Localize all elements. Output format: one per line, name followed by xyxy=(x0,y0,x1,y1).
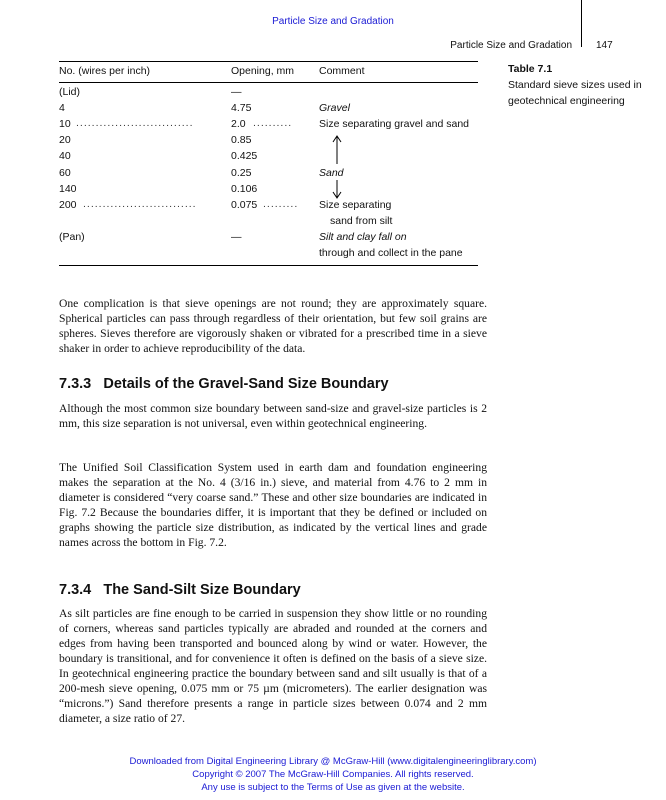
footer-copyright: Copyright © 2007 The McGraw-Hill Companies. All rights reserved. xyxy=(192,769,474,780)
table-cell: 140 xyxy=(59,183,77,195)
table-cell: 200 xyxy=(59,199,77,211)
paragraph: The Unified Soil Classification System used in earth dam and foundation engineering makes the separation at the No. 4 (3/16 in.) sieve, and material from 4.76 to 2 mm in diameter is considered “very coarse sand.” These and other size boundaries are indicated in Fig. 7.2 Because the boundaries differ, it is important that they be defined or included on graphs showing the particle size distribution, as indicated by the vertical lines and grade names across the bottom in Fig. 7.2. xyxy=(59,461,487,549)
table-cell: 0.85 xyxy=(231,134,252,146)
table-cell: (Pan) xyxy=(59,231,85,243)
section-heading xyxy=(59,582,301,598)
table-cell: 0.25 xyxy=(231,167,252,179)
table-cell: Size separating xyxy=(319,199,392,211)
header-divider xyxy=(581,0,582,47)
section-title: Details of the Gravel-Sand Size Boundary xyxy=(103,376,389,392)
col-header-comment: Comment xyxy=(319,65,365,77)
table-cell: 10 xyxy=(59,118,71,130)
section-heading xyxy=(59,376,389,392)
table-bottom-rule xyxy=(59,265,478,266)
col-header-opening: Opening, mm xyxy=(231,65,295,77)
col-header-no: No. (wires per inch) xyxy=(59,65,151,77)
footer-download-link[interactable]: Downloaded from Digital Engineering Library @ McGraw-Hill (www.digitalengineeringlibrary.com) xyxy=(129,756,537,767)
table-cell: 2.0 xyxy=(231,118,246,130)
table-cell: 20 xyxy=(59,134,71,146)
dot-leader: ......... xyxy=(263,198,299,210)
paragraph: As silt particles are fine enough to be carried in suspension they show little or no rounding of corners, whereas sand particles typically are abraded and rounded at the corners and edges from having been transported and bounced along by wind or water. However, the boundary is transitional, and for convenience it often is defined on the basis of a sieve size. In geotechnical engineering practice the boundary between sand and silt usually is that of a 200-mesh sieve opening, 0.075 mm or 75 µm (micrometers). The earlier designation was “microns.”) Sand therefore presents a range in particle sizes between 0.074 and 2 mm diameter, a size ratio of 27. xyxy=(59,607,487,725)
top-link[interactable]: Particle Size and Gradation xyxy=(272,16,394,27)
section-number: 7.3.3 xyxy=(59,376,92,392)
table-cell: Size separating gravel and sand xyxy=(319,118,470,130)
table-caption-text: Standard sieve sizes used in geotechnical engineering xyxy=(508,79,642,107)
down-arrow-icon xyxy=(332,179,342,199)
table-cell: 60 xyxy=(59,167,71,179)
dot-leader: .......... xyxy=(253,117,293,129)
page-number: 147 xyxy=(596,40,613,51)
section-number: 7.3.4 xyxy=(59,582,92,598)
table-cell: 4 xyxy=(59,102,65,114)
section-title: The Sand-Silt Size Boundary xyxy=(103,582,301,598)
paragraph: One complication is that sieve openings are not round; they are approximately square. Spherical particles can pass through regardless of their orientation, but few soil grains are spheres. Sieves therefore are vigorously shaken or vibrated for a prescribed time in a sieve shaker in order to achieve reproducibility of the data. xyxy=(59,297,487,355)
table-cell: 4.75 xyxy=(231,102,252,114)
dot-leader: ............................. xyxy=(83,198,197,210)
footer-terms-link[interactable]: Any use is subject to the Terms of Use as given at the website. xyxy=(201,782,465,793)
running-head: Particle Size and Gradation xyxy=(450,40,572,51)
table-cell: — xyxy=(231,231,242,243)
paragraph: Although the most common size boundary between sand-size and gravel-size particles is 2 mm, this size separation is not universal, even within geotechnical engineering. xyxy=(59,402,487,430)
table-header xyxy=(59,61,478,83)
table-cell: Silt and clay fall on xyxy=(319,231,407,243)
up-arrow-icon xyxy=(332,135,342,165)
table-caption-label: Table 7.1 xyxy=(508,63,553,75)
table-caption xyxy=(508,61,658,109)
table-cell: Gravel xyxy=(319,102,350,114)
table-cell: 0.425 xyxy=(231,150,258,162)
dot-leader: .............................. xyxy=(76,117,194,129)
table-cell: 40 xyxy=(59,150,71,162)
table-cell: sand from silt xyxy=(330,215,393,227)
table-cell: (Lid) xyxy=(59,86,81,98)
table-cell: Sand xyxy=(319,167,344,179)
table-cell: 0.106 xyxy=(231,183,258,195)
table-cell: — xyxy=(231,86,242,98)
table-cell: through and collect in the pane xyxy=(319,247,463,259)
table-cell: 0.075 xyxy=(231,199,258,211)
